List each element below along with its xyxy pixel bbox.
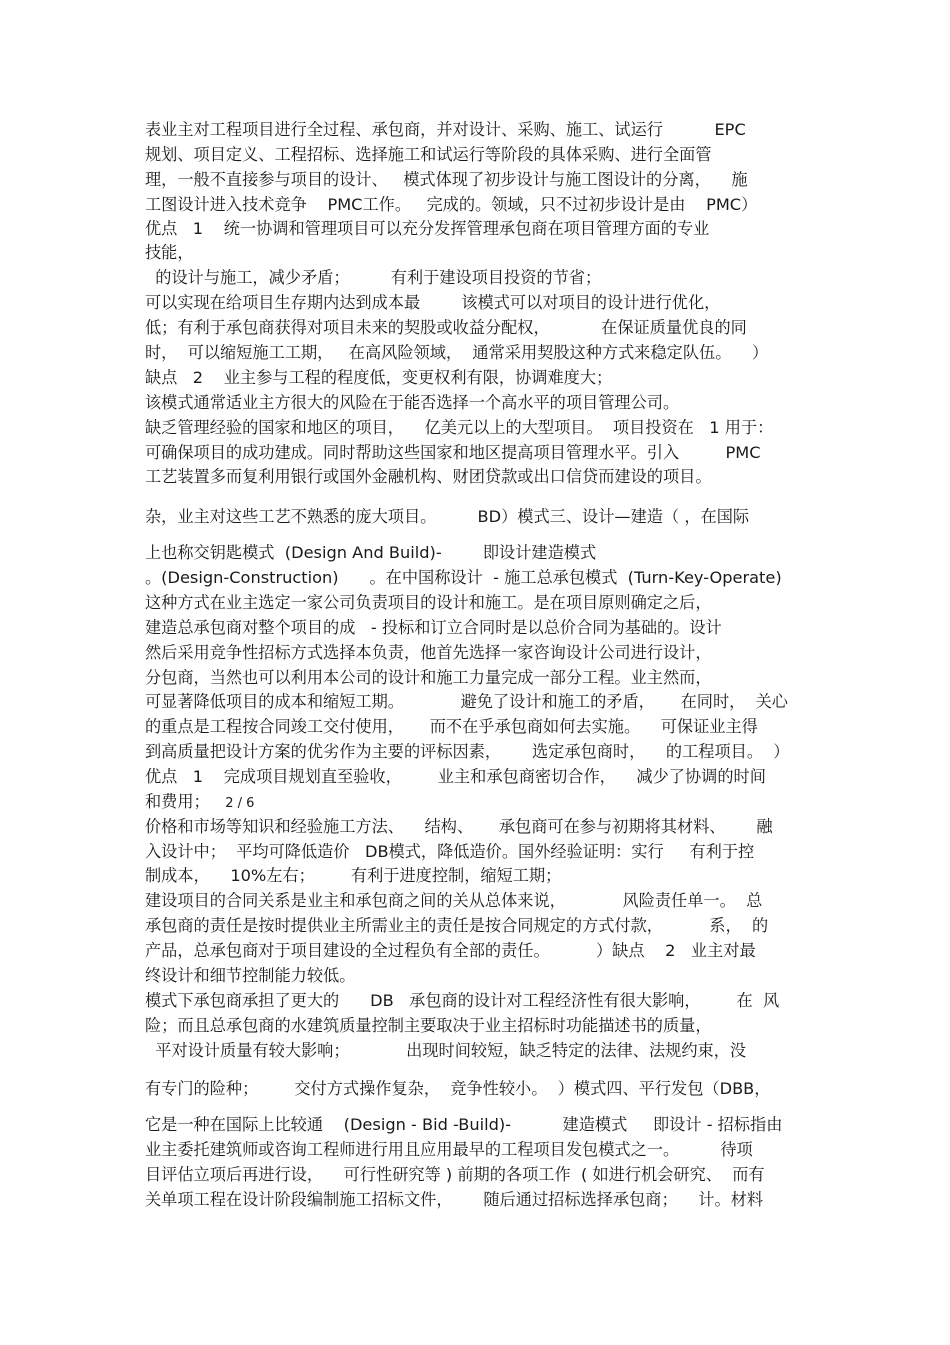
text-line: 终设计和细节控制能力较低。 [145, 966, 356, 985]
text-line: 平对设计质量有较大影响； 出现时间较短，缺乏特定的法律、法规约束，没 [145, 1041, 747, 1060]
text-line: 优点 1 完成项目规划直至验收， 业主和承包商密切合作， 减少了协调的时间 [145, 767, 766, 786]
text-line: 该模式通常适业主方很大的风险在于能否选择一个高水平的项目管理公司。 [145, 393, 680, 412]
text-line: 入设计中； 平均可降低造价 DB模式，降低造价。国外经验证明：实行 有利于控 [145, 842, 755, 861]
text-line: 可确保项目的成功建成。同时帮助这些国家和地区提高项目管理水平。引入 PMC [145, 443, 761, 462]
text-line: 业主委托建筑师或咨询工程师进行用且应用最早的工程项目发包模式之一。 待项 [145, 1140, 753, 1159]
text-line: 可以实现在给项目生存期内达到成本最 该模式可以对项目的设计进行优化， [145, 293, 721, 312]
text-line: 建造总承包商对整个项目的成 - 投标和订立合同时是以总价合同为基础的。设计 [145, 618, 722, 637]
text-line: 目评估立项后再进行设， 可行性研究等 ) 前期的各项工作 ( 如进行机会研究、 而有 [145, 1165, 765, 1184]
text-line: 的设计与施工，减少矛盾； 有利于建设项目投资的节省； [145, 268, 602, 287]
text-line: 产品，总承包商对于项目建设的全过程负有全部的责任。 ）缺点 2 业主对最 [145, 941, 756, 960]
text-line: 杂，业主对这些工艺不熟悉的庞大项目。 BD）模式三、设计—建造（ ，在国际 [145, 507, 750, 526]
text-line: 工图设计进入技术竞争 PMC工作。 完成的。领域，只不过初步设计是由 PMC） [145, 195, 758, 214]
text-line: 理，一般不直接参与项目的设计、 模式体现了初步设计与施工图设计的分离， 施 [145, 170, 748, 189]
text-line: 上也称交钥匙模式 (Design And Build)- 即设计建造模式 [145, 543, 597, 562]
text-line: 工艺装置多而复利用银行或国外金融机构、财团贷款或出口信贷而建设的项目。 [145, 467, 712, 486]
text-line: 这种方式在业主选定一家公司负责项目的设计和施工。是在项目原则确定之后， [145, 593, 712, 612]
text-line: 模式下承包商承担了更大的 DB 承包商的设计对工程经济性有很大影响， 在 风 [145, 991, 780, 1010]
text-line: 可显著降低项目的成本和缩短工期。 避免了设计和施工的矛盾， 在同时， 关心 [145, 692, 788, 711]
text-line: 制成本， 10%左右； 有利于进度控制，缩短工期； [145, 866, 562, 885]
text-line: 然后采用竞争性招标方式选择本负责，他首先选择一家咨询设计公司进行设计， [145, 643, 712, 662]
text-line: 关单项工程在设计阶段编制施工招标文件， 随后通过招标选择承包商； 计。材料 [145, 1190, 764, 1209]
text-line: 时， 可以缩短施工工期， 在高风险领域， 通常采用契股这种方式来稳定队伍。 ） [145, 343, 769, 362]
text-line: 的重点是工程按合同竣工交付使用， 而不在乎承包商如何去实施。 可保证业主得 [145, 717, 758, 736]
text-line: 到高质量把设计方案的优劣作为主要的评标因素， 选定承包商时， 的工程项目。 ） [145, 742, 790, 761]
text-line: 承包商的责任是按时提供业主所需业主的责任是按合同规定的方式付款， 系， 的 [145, 916, 769, 935]
text-segment: 和费用； [145, 792, 226, 811]
text-line: 缺点 2 业主参与工程的程度低，变更权利有限，协调难度大； [145, 368, 613, 387]
page-number: 2 / 6 [225, 796, 255, 811]
text-line: 它是一种在国际上比较通 (Design - Bid -Build)- 建造模式 即设计 - 招标指由 [145, 1115, 783, 1134]
text-line: 建设项目的合同关系是业主和承包商之间的关从总体来说， 风险责任单一。 总 [145, 891, 763, 910]
text-line: 优点 1 统一协调和管理项目可以充分发挥管理承包商在项目管理方面的专业 [145, 219, 710, 238]
text-line: 规划、项目定义、工程招标、选择施工和试运行等阶段的具体采购、进行全面管 [145, 145, 712, 164]
text-line: 技能， [145, 243, 194, 262]
text-line: 低；有利于承包商获得对项目未来的契股或收益分配权， 在保证质量优良的同 [145, 318, 747, 337]
text-line: 。(Design-Construction) 。在中国称设计 - 施工总承包模式 (Turn-Key-Operate) [145, 568, 782, 587]
text-line: 有专门的险种； 交付方式操作复杂， 竞争性较小。 ）模式四、平行发包（DBB， [145, 1079, 771, 1098]
text-line: 表业主对工程项目进行全过程、承包商，并对设计、采购、施工、试运行 EPC [145, 120, 746, 139]
text-line: 分包商，当然也可以利用本公司的设计和施工力量完成一部分工程。业主然而， [145, 668, 712, 687]
text-line: 险；而且总承包商的水建筑质量控制主要取决于业主招标时功能描述书的质量， [145, 1016, 712, 1035]
text-line: 缺乏管理经验的国家和地区的项目， 亿美元以上的大型项目。 项目投资在 1 用于： [145, 418, 774, 437]
text-line-with-page-number [145, 792, 254, 814]
text-line: 价格和市场等知识和经验施工方法、 结构、 承包商可在参与初期将其材料、 融 [145, 817, 773, 836]
